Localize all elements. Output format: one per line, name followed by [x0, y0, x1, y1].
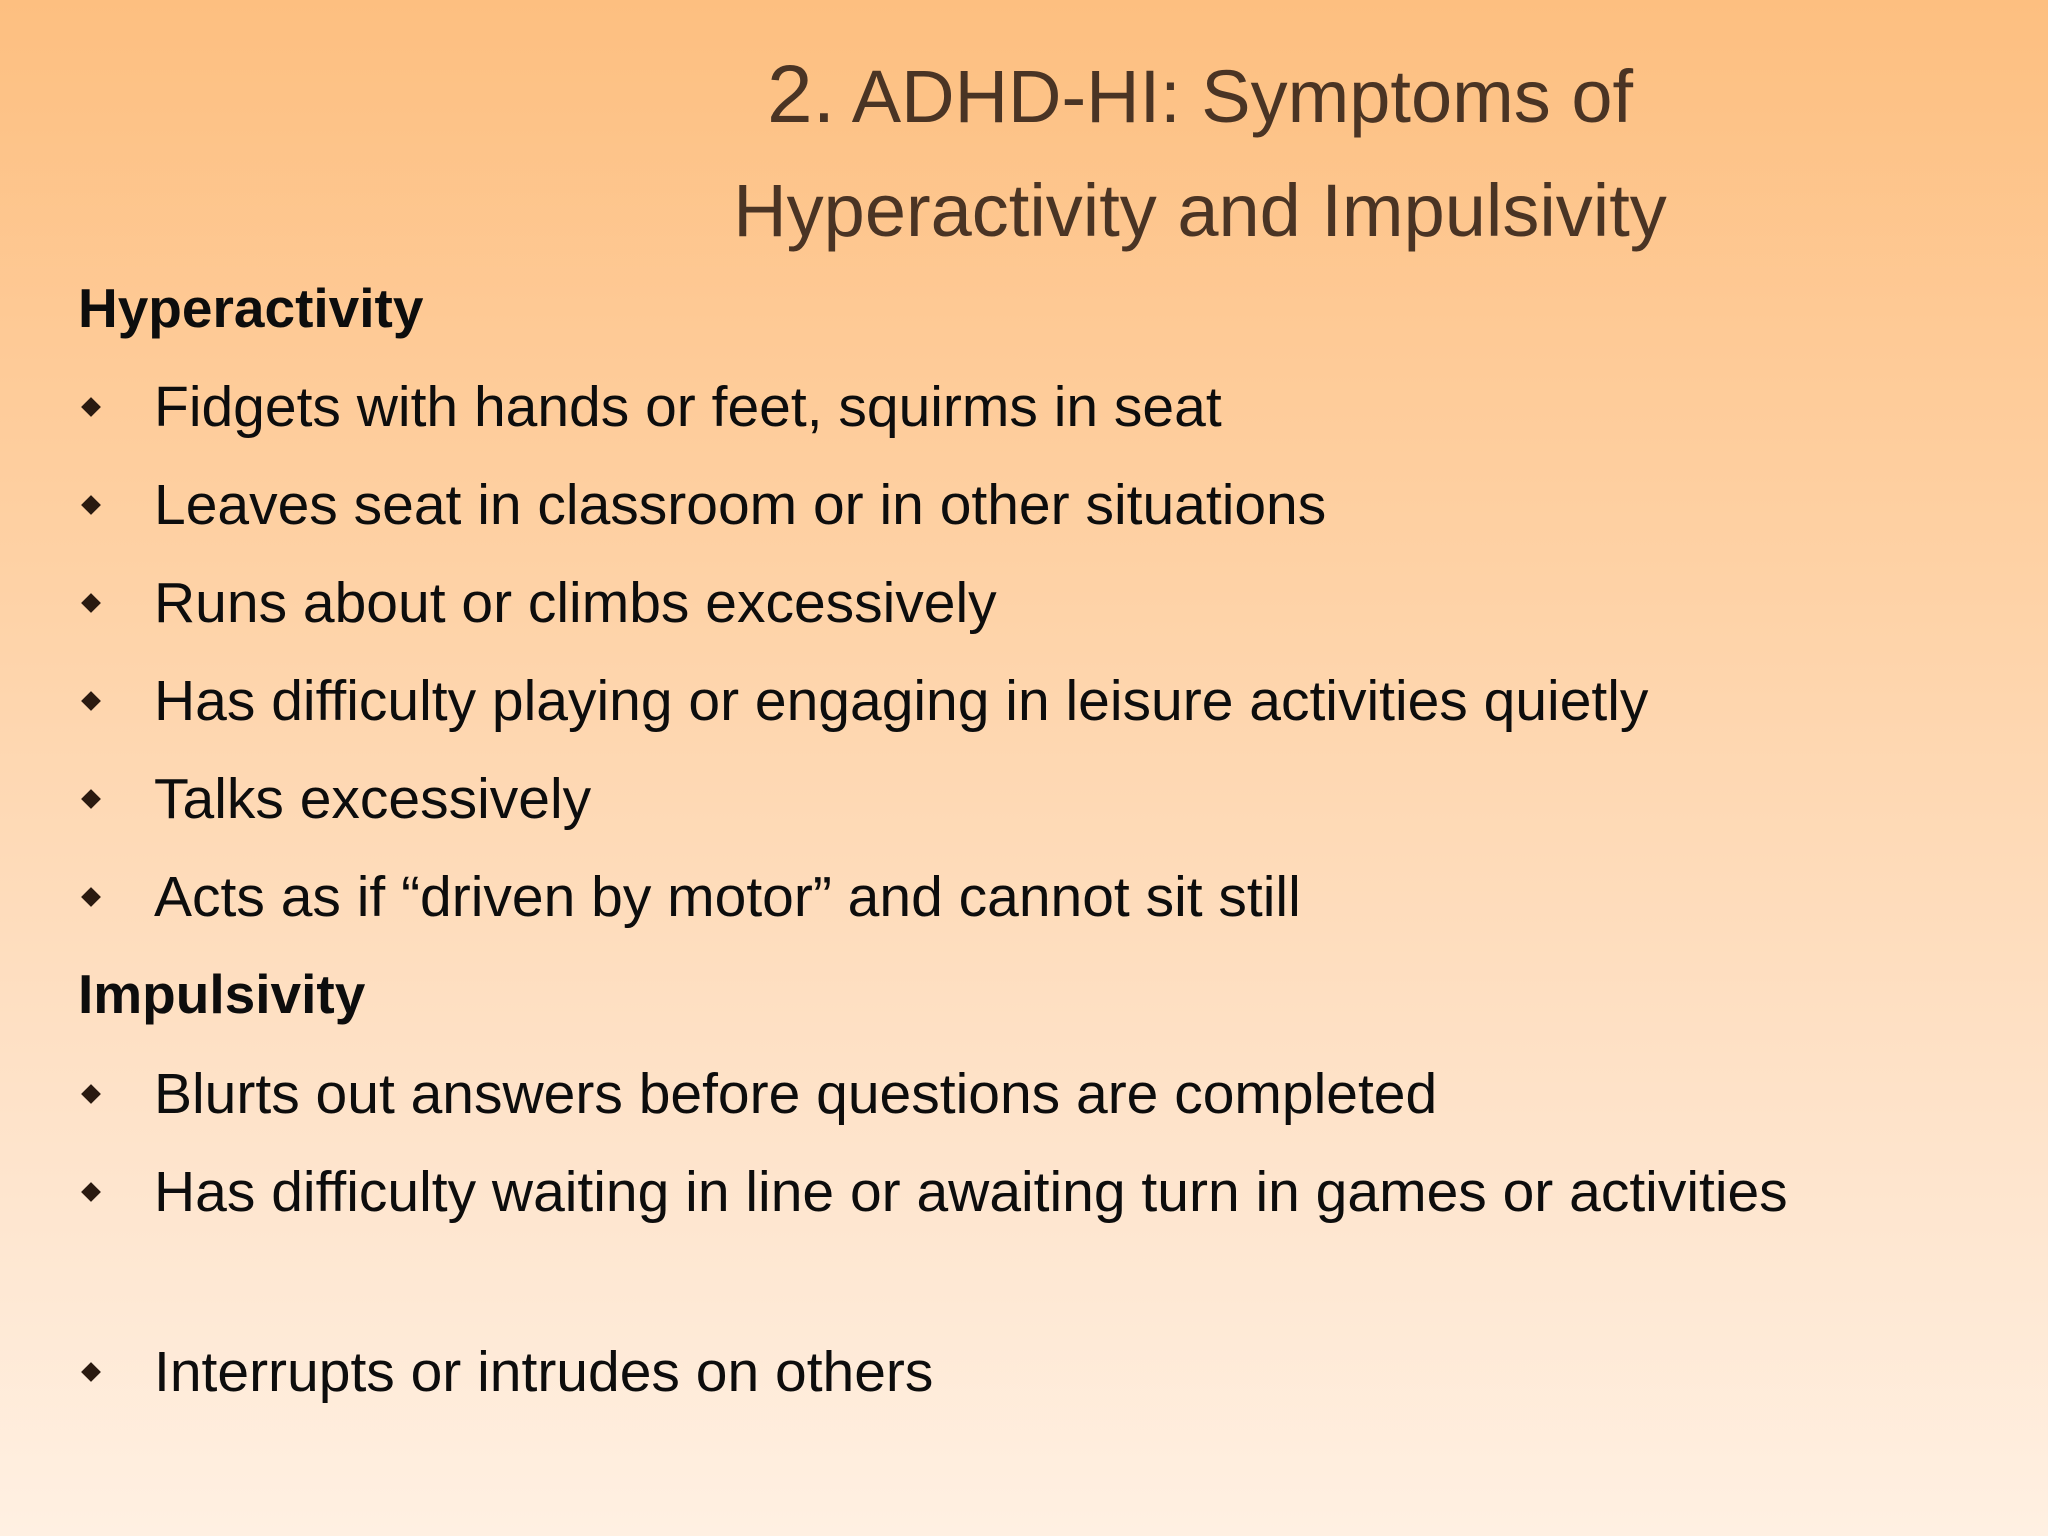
list-item-text: Has difficulty playing or engaging in leisure activities quietly [154, 669, 1649, 733]
diamond-bullet-icon [81, 1084, 101, 1104]
list-item [78, 1053, 1958, 1135]
list-item-text: Interrupts or intrudes on others [154, 1340, 934, 1404]
section-heading-hyperactivity: Hyperactivity [78, 277, 424, 339]
diamond-bullet-icon [81, 789, 101, 809]
slide-title [560, 38, 1840, 268]
list-item-text: Fidgets with hands or feet, squirms in seat [154, 375, 1222, 439]
title-line-1-text: ADHD-HI: Symptoms of [835, 55, 1634, 138]
diamond-bullet-icon [81, 495, 101, 515]
list-item-text: Acts as if “driven by motor” and cannot sit still [154, 865, 1301, 929]
list-item [78, 366, 1958, 448]
diamond-bullet-icon [81, 1362, 101, 1382]
list-item-text: Talks excessively [154, 767, 592, 831]
list-item [78, 562, 1958, 644]
section-heading-impulsivity: Impulsivity [78, 963, 366, 1025]
list-item [78, 856, 1958, 938]
list-item [78, 660, 1958, 742]
diamond-bullet-icon [81, 691, 101, 711]
diamond-bullet-icon [81, 887, 101, 907]
list-item-text: Blurts out answers before questions are completed [154, 1062, 1438, 1126]
list-item [78, 464, 1958, 546]
diamond-bullet-icon [81, 1182, 101, 1202]
list-item [78, 1151, 1958, 1233]
list-item-text: Has difficulty waiting in line or awaiting turn in games or activities [154, 1160, 1788, 1224]
diamond-bullet-icon [81, 593, 101, 613]
list-item [78, 1331, 1958, 1413]
diamond-bullet-icon [81, 397, 101, 417]
title-line-1 [560, 38, 1840, 154]
list-item [78, 758, 1958, 840]
title-number: 2. [766, 49, 836, 140]
list-item-text: Runs about or climbs excessively [154, 571, 997, 635]
title-line-2: Hyperactivity and Impulsivity [733, 169, 1667, 252]
list-item-text: Leaves seat in classroom or in other situations [154, 473, 1327, 537]
